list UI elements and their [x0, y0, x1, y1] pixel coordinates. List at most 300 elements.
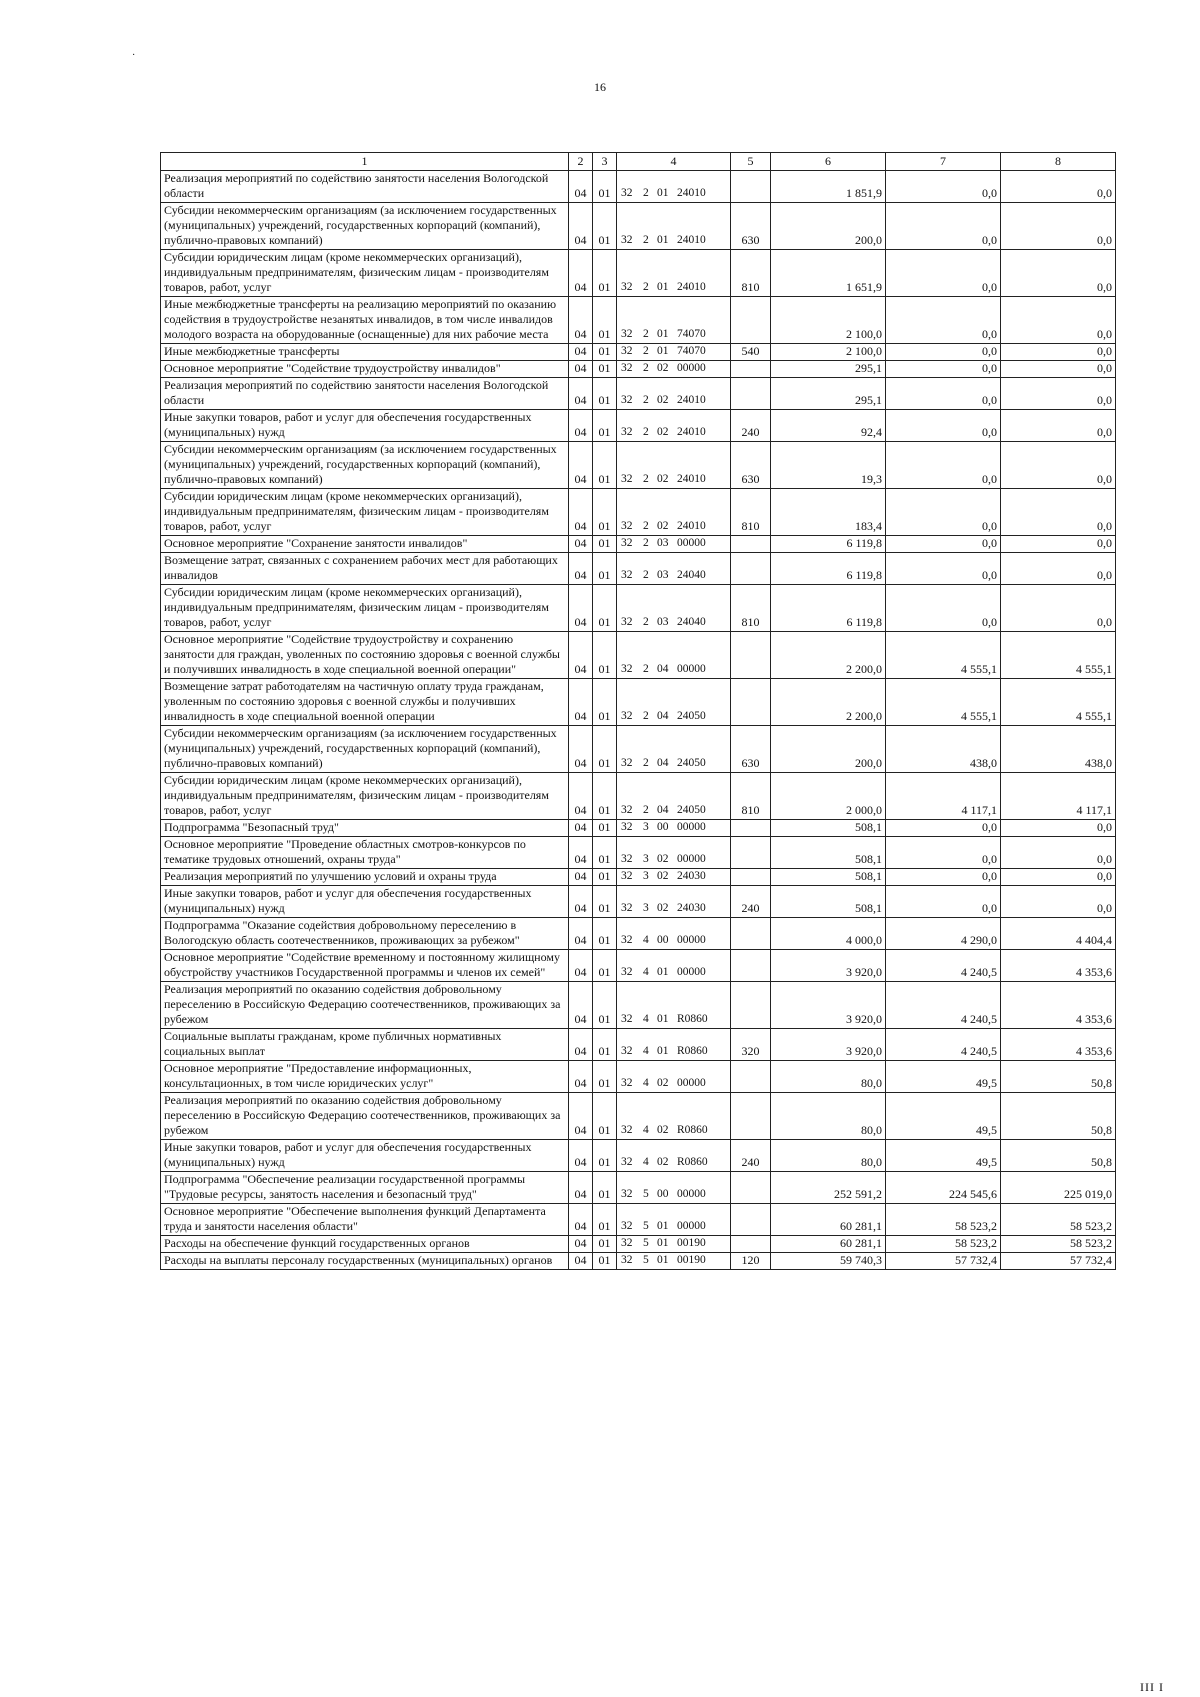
target-article-code — [617, 726, 731, 773]
target-article-part: 5 — [643, 1237, 649, 1249]
amount-col-6: 2 200,0 — [771, 632, 886, 679]
section-code: 04 — [569, 1204, 593, 1236]
amount-col-6: 508,1 — [771, 837, 886, 869]
target-article-part: 00000 — [677, 1220, 706, 1232]
target-article-part: 32 — [621, 710, 633, 722]
amount-col-6: 295,1 — [771, 361, 886, 378]
amount-col-6: 2 100,0 — [771, 297, 886, 344]
subsection-code: 01 — [593, 679, 617, 726]
target-article-part: 32 — [621, 1237, 633, 1249]
amount-col-7: 0,0 — [886, 410, 1001, 442]
target-article-part: 24010 — [677, 281, 706, 293]
subsection-code: 01 — [593, 410, 617, 442]
target-article-part: 3 — [643, 902, 649, 914]
amount-col-6: 6 119,8 — [771, 585, 886, 632]
table-row — [161, 1236, 1116, 1253]
expense-type-code — [731, 918, 771, 950]
subsection-code: 01 — [593, 1253, 617, 1270]
amount-col-7: 0,0 — [886, 361, 1001, 378]
amount-col-7: 0,0 — [886, 378, 1001, 410]
row-name: Основное мероприятие "Проведение областных смотров-конкурсов по тематике трудовых отношений, охраны труда" — [161, 837, 569, 869]
target-article-part: 01 — [657, 1045, 669, 1057]
row-name: Возмещение затрат, связанных с сохранением рабочих мест для работающих инвалидов — [161, 553, 569, 585]
target-article-code — [617, 536, 731, 553]
target-article-code — [617, 378, 731, 410]
row-name: Субсидии юридическим лицам (кроме некоммерческих организаций), индивидуальным предпринимателям, физическим лицам - производителям товаров, работ, услуг — [161, 250, 569, 297]
target-article-part: 01 — [657, 1254, 669, 1266]
section-code: 04 — [569, 1172, 593, 1204]
target-article-part: 2 — [643, 473, 649, 485]
expense-type-code: 320 — [731, 1029, 771, 1061]
amount-col-6: 1 851,9 — [771, 171, 886, 203]
expense-type-code: 240 — [731, 886, 771, 918]
target-article-code — [617, 585, 731, 632]
target-article-part: 2 — [643, 187, 649, 199]
target-article-code — [617, 410, 731, 442]
amount-col-7: 0,0 — [886, 553, 1001, 585]
target-article-part: 32 — [621, 537, 633, 549]
target-article-code — [617, 171, 731, 203]
amount-col-6: 508,1 — [771, 869, 886, 886]
amount-col-8: 4 353,6 — [1001, 1029, 1116, 1061]
expense-type-code — [731, 1093, 771, 1140]
target-article-code — [617, 361, 731, 378]
amount-col-7: 49,5 — [886, 1061, 1001, 1093]
amount-col-7: 0,0 — [886, 171, 1001, 203]
target-article-part: 02 — [657, 473, 669, 485]
target-article-part: 2 — [643, 345, 649, 357]
table-row — [161, 297, 1116, 344]
amount-col-8: 57 732,4 — [1001, 1253, 1116, 1270]
expense-type-code — [731, 1236, 771, 1253]
row-name: Реализация мероприятий по улучшению условий и охраны труда — [161, 869, 569, 886]
amount-col-8: 4 404,4 — [1001, 918, 1116, 950]
section-code: 04 — [569, 773, 593, 820]
target-article-code — [617, 1236, 731, 1253]
target-article-part: 01 — [657, 328, 669, 340]
row-name: Основное мероприятие "Содействие трудоустройству инвалидов" — [161, 361, 569, 378]
amount-col-8: 0,0 — [1001, 489, 1116, 536]
target-article-code — [617, 773, 731, 820]
subsection-code: 01 — [593, 982, 617, 1029]
target-article-part: 24040 — [677, 569, 706, 581]
table-row — [161, 378, 1116, 410]
target-article-part: 74070 — [677, 345, 706, 357]
table-row — [161, 553, 1116, 585]
amount-col-8: 0,0 — [1001, 378, 1116, 410]
target-article-part: 04 — [657, 663, 669, 675]
target-article-part: 01 — [657, 966, 669, 978]
subsection-code: 01 — [593, 250, 617, 297]
table-row — [161, 489, 1116, 536]
target-article-part: 4 — [643, 1156, 649, 1168]
amount-col-6: 200,0 — [771, 726, 886, 773]
expense-type-code: 810 — [731, 489, 771, 536]
target-article-part: R0860 — [677, 1156, 708, 1168]
target-article-part: 3 — [643, 821, 649, 833]
row-name: Иные закупки товаров, работ и услуг для обеспечения государственных (муниципальных) нужд — [161, 886, 569, 918]
target-article-code — [617, 679, 731, 726]
target-article-part: 02 — [657, 870, 669, 882]
target-article-code — [617, 1093, 731, 1140]
section-code: 04 — [569, 1140, 593, 1172]
target-article-part: 32 — [621, 187, 633, 199]
subsection-code: 01 — [593, 1061, 617, 1093]
corner-mark: ΙΙΙ Ι — [1140, 1680, 1164, 1694]
expense-type-code: 630 — [731, 203, 771, 250]
target-article-part: 3 — [643, 870, 649, 882]
section-code: 04 — [569, 820, 593, 837]
target-article-part: 32 — [621, 663, 633, 675]
table-row — [161, 410, 1116, 442]
section-code: 04 — [569, 171, 593, 203]
row-name: Иные закупки товаров, работ и услуг для обеспечения государственных (муниципальных) нужд — [161, 410, 569, 442]
target-article-part: 02 — [657, 902, 669, 914]
target-article-code — [617, 1253, 731, 1270]
row-name: Основное мероприятие "Содействие временному и постоянному жилищному обустройству участников Государственной программы и членов их семей" — [161, 950, 569, 982]
target-article-part: 04 — [657, 710, 669, 722]
target-article-part: 32 — [621, 804, 633, 816]
expense-type-code: 240 — [731, 410, 771, 442]
subsection-code: 01 — [593, 442, 617, 489]
expense-type-code — [731, 679, 771, 726]
table-row — [161, 585, 1116, 632]
column-header: 6 — [771, 153, 886, 171]
amount-col-8: 438,0 — [1001, 726, 1116, 773]
target-article-part: 24040 — [677, 616, 706, 628]
target-article-part: 32 — [621, 821, 633, 833]
target-article-part: 32 — [621, 520, 633, 532]
target-article-part: 5 — [643, 1188, 649, 1200]
table-row — [161, 1204, 1116, 1236]
target-article-code — [617, 489, 731, 536]
target-article-part: 00000 — [677, 821, 706, 833]
target-article-code — [617, 1029, 731, 1061]
amount-col-7: 49,5 — [886, 1093, 1001, 1140]
target-article-part: 74070 — [677, 328, 706, 340]
expense-type-code — [731, 837, 771, 869]
expense-type-code — [731, 1204, 771, 1236]
target-article-part: 5 — [643, 1220, 649, 1232]
subsection-code: 01 — [593, 632, 617, 679]
section-code: 04 — [569, 726, 593, 773]
row-name: Иные закупки товаров, работ и услуг для обеспечения государственных (муниципальных) нужд — [161, 1140, 569, 1172]
amount-col-8: 0,0 — [1001, 869, 1116, 886]
amount-col-8: 4 555,1 — [1001, 632, 1116, 679]
table-row — [161, 250, 1116, 297]
target-article-part: 4 — [643, 934, 649, 946]
target-article-part: 02 — [657, 1156, 669, 1168]
subsection-code: 01 — [593, 585, 617, 632]
target-article-code — [617, 1061, 731, 1093]
target-article-part: 01 — [657, 281, 669, 293]
amount-col-6: 4 000,0 — [771, 918, 886, 950]
target-article-part: 2 — [643, 804, 649, 816]
expense-type-code — [731, 869, 771, 886]
expense-type-code — [731, 632, 771, 679]
amount-col-8: 0,0 — [1001, 837, 1116, 869]
amount-col-6: 60 281,1 — [771, 1236, 886, 1253]
amount-col-6: 2 000,0 — [771, 773, 886, 820]
amount-col-6: 508,1 — [771, 820, 886, 837]
target-article-part: 00000 — [677, 663, 706, 675]
amount-col-7: 57 732,4 — [886, 1253, 1001, 1270]
amount-col-7: 0,0 — [886, 837, 1001, 869]
target-article-part: 04 — [657, 757, 669, 769]
amount-col-7: 4 240,5 — [886, 1029, 1001, 1061]
row-name: Субсидии некоммерческим организациям (за исключением государственных (муниципальных) учреждений, государственных корпораций (компаний), публично-правовых компаний) — [161, 442, 569, 489]
target-article-code — [617, 886, 731, 918]
amount-col-7: 0,0 — [886, 250, 1001, 297]
amount-col-6: 59 740,3 — [771, 1253, 886, 1270]
target-article-code — [617, 1204, 731, 1236]
target-article-part: 4 — [643, 1077, 649, 1089]
row-name: Подпрограмма "Безопасный труд" — [161, 820, 569, 837]
scan-speck: · — [132, 50, 136, 61]
subsection-code: 01 — [593, 886, 617, 918]
target-article-code — [617, 632, 731, 679]
subsection-code: 01 — [593, 869, 617, 886]
amount-col-6: 200,0 — [771, 203, 886, 250]
table-row — [161, 679, 1116, 726]
table-row — [161, 1253, 1116, 1270]
target-article-part: 32 — [621, 281, 633, 293]
amount-col-8: 58 523,2 — [1001, 1236, 1116, 1253]
expense-type-code: 810 — [731, 773, 771, 820]
target-article-part: 32 — [621, 1077, 633, 1089]
amount-col-6: 19,3 — [771, 442, 886, 489]
target-article-part: 00000 — [677, 537, 706, 549]
target-article-code — [617, 297, 731, 344]
amount-col-6: 6 119,8 — [771, 536, 886, 553]
target-article-part: 00 — [657, 1188, 669, 1200]
section-code: 04 — [569, 950, 593, 982]
expense-type-code: 540 — [731, 344, 771, 361]
amount-col-7: 0,0 — [886, 442, 1001, 489]
row-name: Субсидии некоммерческим организациям (за исключением государственных (муниципальных) учреждений, государственных корпораций (компаний), публично-правовых компаний) — [161, 726, 569, 773]
table-row — [161, 361, 1116, 378]
expense-type-code — [731, 171, 771, 203]
amount-col-7: 0,0 — [886, 869, 1001, 886]
target-article-part: 24010 — [677, 520, 706, 532]
target-article-code — [617, 344, 731, 361]
target-article-part: 32 — [621, 1254, 633, 1266]
target-article-part: 03 — [657, 537, 669, 549]
table-row — [161, 632, 1116, 679]
subsection-code: 01 — [593, 344, 617, 361]
subsection-code: 01 — [593, 553, 617, 585]
expense-type-code: 810 — [731, 250, 771, 297]
subsection-code: 01 — [593, 297, 617, 344]
expense-type-code: 240 — [731, 1140, 771, 1172]
section-code: 04 — [569, 982, 593, 1029]
amount-col-6: 2 100,0 — [771, 344, 886, 361]
expense-type-code: 630 — [731, 726, 771, 773]
target-article-part: 2 — [643, 663, 649, 675]
target-article-part: 02 — [657, 362, 669, 374]
target-article-part: 32 — [621, 345, 633, 357]
amount-col-6: 92,4 — [771, 410, 886, 442]
section-code: 04 — [569, 410, 593, 442]
table-row — [161, 837, 1116, 869]
amount-col-6: 295,1 — [771, 378, 886, 410]
section-code: 04 — [569, 536, 593, 553]
table-row — [161, 171, 1116, 203]
target-article-code — [617, 250, 731, 297]
subsection-code: 01 — [593, 1140, 617, 1172]
section-code: 04 — [569, 361, 593, 378]
target-article-part: 02 — [657, 1077, 669, 1089]
amount-col-8: 0,0 — [1001, 820, 1116, 837]
target-article-part: 32 — [621, 934, 633, 946]
target-article-part: 2 — [643, 537, 649, 549]
target-article-part: 32 — [621, 966, 633, 978]
target-article-part: 00000 — [677, 1077, 706, 1089]
target-article-part: 24050 — [677, 804, 706, 816]
target-article-part: 24010 — [677, 394, 706, 406]
section-code: 04 — [569, 1093, 593, 1140]
section-code: 04 — [569, 1253, 593, 1270]
target-article-part: 2 — [643, 394, 649, 406]
amount-col-6: 60 281,1 — [771, 1204, 886, 1236]
amount-col-6: 80,0 — [771, 1140, 886, 1172]
target-article-part: 2 — [643, 281, 649, 293]
amount-col-8: 50,8 — [1001, 1093, 1116, 1140]
target-article-code — [617, 982, 731, 1029]
expense-type-code: 810 — [731, 585, 771, 632]
amount-col-8: 4 353,6 — [1001, 950, 1116, 982]
expense-type-code — [731, 297, 771, 344]
amount-col-7: 0,0 — [886, 489, 1001, 536]
target-article-part: R0860 — [677, 1124, 708, 1136]
table-row — [161, 950, 1116, 982]
amount-col-7: 0,0 — [886, 585, 1001, 632]
target-article-part: 32 — [621, 902, 633, 914]
amount-col-8: 4 117,1 — [1001, 773, 1116, 820]
column-header: 2 — [569, 153, 593, 171]
target-article-code — [617, 918, 731, 950]
target-article-code — [617, 553, 731, 585]
table-row — [161, 1061, 1116, 1093]
target-article-part: 2 — [643, 616, 649, 628]
subsection-code: 01 — [593, 1093, 617, 1140]
row-name: Возмещение затрат работодателям на частичную оплату труда гражданам, уволенным по состоянию здоровья с военной службы и получивших инвалидность в ходе специальной военной операции — [161, 679, 569, 726]
expense-type-code — [731, 553, 771, 585]
row-name: Субсидии юридическим лицам (кроме некоммерческих организаций), индивидуальным предпринимателям, физическим лицам - производителям товаров, работ, услуг — [161, 773, 569, 820]
target-article-part: 01 — [657, 187, 669, 199]
target-article-part: 04 — [657, 804, 669, 816]
amount-col-8: 0,0 — [1001, 442, 1116, 489]
section-code: 04 — [569, 632, 593, 679]
row-name: Субсидии юридическим лицам (кроме некоммерческих организаций), индивидуальным предпринимателям, физическим лицам - производителям товаров, работ, услуг — [161, 489, 569, 536]
target-article-code — [617, 869, 731, 886]
table-row — [161, 1140, 1116, 1172]
row-name: Реализация мероприятий по оказанию содействия добровольному переселению в Российскую Федерацию соотечественников, проживающих за рубежом — [161, 1093, 569, 1140]
subsection-code: 01 — [593, 203, 617, 250]
section-code: 04 — [569, 886, 593, 918]
row-name: Подпрограмма "Обеспечение реализации государственной программы "Трудовые ресурсы, занятость населения и безопасный труд" — [161, 1172, 569, 1204]
amount-col-8: 0,0 — [1001, 886, 1116, 918]
section-code: 04 — [569, 1029, 593, 1061]
amount-col-8: 0,0 — [1001, 585, 1116, 632]
target-article-part: 32 — [621, 1013, 633, 1025]
expense-type-code — [731, 820, 771, 837]
row-name: Субсидии некоммерческим организациям (за исключением государственных (муниципальных) учреждений, государственных корпораций (компаний), публично-правовых компаний) — [161, 203, 569, 250]
amount-col-8: 0,0 — [1001, 203, 1116, 250]
column-header: 3 — [593, 153, 617, 171]
amount-col-6: 80,0 — [771, 1061, 886, 1093]
target-article-part: 00 — [657, 934, 669, 946]
row-name: Расходы на выплаты персоналу государственных (муниципальных) органов — [161, 1253, 569, 1270]
amount-col-8: 0,0 — [1001, 250, 1116, 297]
table-row — [161, 918, 1116, 950]
subsection-code: 01 — [593, 536, 617, 553]
amount-col-7: 0,0 — [886, 203, 1001, 250]
amount-col-7: 224 545,6 — [886, 1172, 1001, 1204]
target-article-code — [617, 950, 731, 982]
row-name: Реализация мероприятий по оказанию содействия добровольному переселению в Российскую Федерацию соотечественников, проживающих за рубежом — [161, 982, 569, 1029]
amount-col-8: 50,8 — [1001, 1061, 1116, 1093]
amount-col-6: 252 591,2 — [771, 1172, 886, 1204]
target-article-part: 32 — [621, 426, 633, 438]
target-article-part: 01 — [657, 1013, 669, 1025]
table-row — [161, 344, 1116, 361]
target-article-code — [617, 1172, 731, 1204]
table-row — [161, 203, 1116, 250]
target-article-part: 01 — [657, 1237, 669, 1249]
amount-col-6: 508,1 — [771, 886, 886, 918]
target-article-part: 02 — [657, 853, 669, 865]
amount-col-7: 0,0 — [886, 297, 1001, 344]
section-code: 04 — [569, 1236, 593, 1253]
amount-col-8: 4 353,6 — [1001, 982, 1116, 1029]
subsection-code: 01 — [593, 171, 617, 203]
amount-col-6: 3 920,0 — [771, 1029, 886, 1061]
amount-col-7: 4 240,5 — [886, 950, 1001, 982]
amount-col-8: 225 019,0 — [1001, 1172, 1116, 1204]
section-code: 04 — [569, 297, 593, 344]
expense-type-code — [731, 950, 771, 982]
target-article-part: R0860 — [677, 1013, 708, 1025]
amount-col-7: 58 523,2 — [886, 1236, 1001, 1253]
amount-col-6: 183,4 — [771, 489, 886, 536]
table-row — [161, 820, 1116, 837]
target-article-part: 02 — [657, 1124, 669, 1136]
target-article-part: 2 — [643, 569, 649, 581]
table-row — [161, 442, 1116, 489]
expense-type-code — [731, 1172, 771, 1204]
target-article-code — [617, 1140, 731, 1172]
amount-col-8: 0,0 — [1001, 344, 1116, 361]
target-article-part: 03 — [657, 616, 669, 628]
target-article-part: 4 — [643, 966, 649, 978]
column-header: 1 — [161, 153, 569, 171]
section-code: 04 — [569, 203, 593, 250]
subsection-code: 01 — [593, 837, 617, 869]
target-article-part: 4 — [643, 1013, 649, 1025]
subsection-code: 01 — [593, 1172, 617, 1204]
row-name: Реализация мероприятий по содействию занятости населения Вологодской области — [161, 378, 569, 410]
target-article-part: 32 — [621, 757, 633, 769]
target-article-part: 32 — [621, 1188, 633, 1200]
amount-col-7: 4 555,1 — [886, 632, 1001, 679]
target-article-part: 24010 — [677, 473, 706, 485]
amount-col-6: 80,0 — [771, 1093, 886, 1140]
amount-col-6: 6 119,8 — [771, 553, 886, 585]
section-code: 04 — [569, 553, 593, 585]
table-row — [161, 773, 1116, 820]
section-code: 04 — [569, 679, 593, 726]
